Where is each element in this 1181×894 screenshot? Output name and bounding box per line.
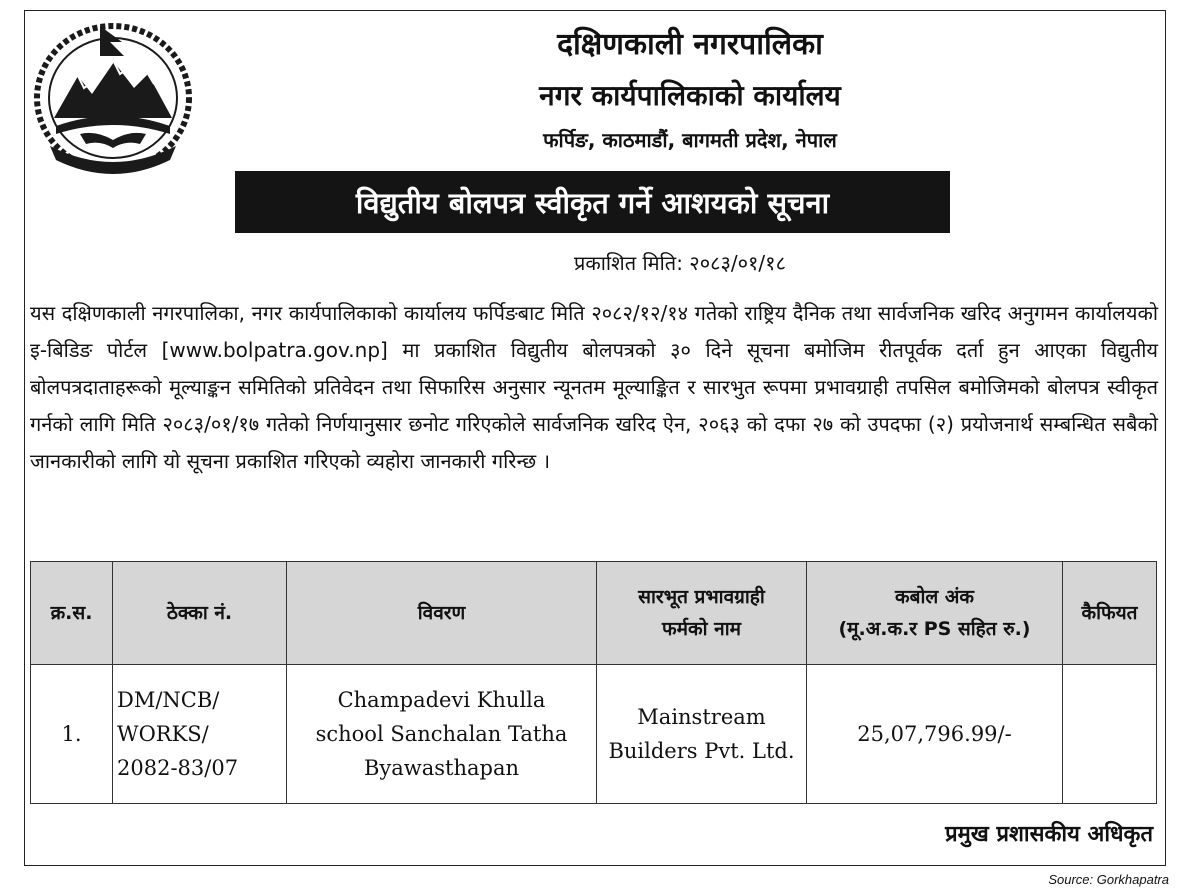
contract-no-line3: 2082-83/07: [117, 756, 239, 780]
nepal-emblem-icon: [30, 18, 196, 178]
header-description: विवरण: [287, 562, 597, 665]
office-name: नगर कार्यपालिकाको कार्यालय: [539, 79, 841, 112]
header-sn: क्र.स.: [31, 562, 113, 665]
description-line1: Champadevi Khulla: [337, 688, 546, 712]
header-amount-line1: कबोल अंक: [895, 586, 974, 608]
firm-line1: Mainstream: [637, 705, 766, 729]
header-firm: [597, 562, 807, 665]
notice-title-banner: [235, 171, 950, 233]
municipality-name: दक्षिणकाली नगरपालिका: [557, 27, 823, 62]
header-amount-line2: (मू.अ.क.र PS सहित रु.): [838, 618, 1031, 640]
header-remarks: कैफियत: [1063, 562, 1157, 665]
header-amount: [807, 562, 1063, 665]
description-line3: Byawasthapan: [363, 756, 520, 780]
cell-remarks: [1063, 665, 1157, 804]
published-date: प्रकाशित मिति: २०८३/०१/१८: [574, 251, 786, 275]
office-address: फर्पिङ, काठमाडौं, बागमती प्रदेश, नेपाल: [543, 128, 837, 152]
source-credit: Source: Gorkhapatra: [1048, 872, 1169, 887]
cell-firm: [597, 665, 807, 804]
tender-table: [30, 561, 1157, 804]
table-header-row: [31, 562, 1157, 665]
firm-line2: Builders Pvt. Ltd.: [608, 739, 795, 763]
table-row: [31, 665, 1157, 804]
signatory-title: प्रमुख प्रशासकीय अधिकृत: [945, 822, 1153, 847]
cell-amount: 25,07,796.99/-: [807, 665, 1063, 804]
cell-contract-no: [113, 665, 287, 804]
notice-body: यस दक्षिणकाली नगरपालिका, नगर कार्यपालिकाको कार्यालय फर्पिङबाट मिति २०८२/१२/१४ गतेको राष्ट्रिय दैनिक तथा सार्वजनिक खरिद अनुगमन कार्यालयको इ-बिडिङ पोर्टल [www.bolpatra.gov.np] मा प्रकाशित विद्युतीय बोलपत्रको ३० दिने सूचना बमोजिम रीतपूर्वक दर्ता हुन आएका विद्युतीय बोलपत्रदाताहरूको मूल्याङ्कन समितिको प्रतिवेदन तथा सिफारिस अनुसार न्यूनतम मूल्याङ्कित र सारभुत रूपमा प्रभावग्राही तपसिल बमोजिमको बोलपत्र स्वीकृत गर्नको लागि मिति २०८३/०१/१७ गतेको निर्णयानुसार छनोट गरिएकोले सार्वजनिक खरिद ऐन, २०६३ को दफा २७ को उपदफा (२) प्रयोजनार्थ सम्बन्धित सबैको जानकारीको लागि यो सूचना प्रकाशित गरिएको व्यहोरा जानकारी गरिन्छ ।: [30, 301, 1158, 473]
header-firm-line2: फर्मको नाम: [662, 618, 741, 640]
header-contract-no: ठेक्का नं.: [113, 562, 287, 665]
notice-title: विद्युतीय बोलपत्र स्वीकृत गर्ने आशयको सूचना: [355, 185, 830, 220]
cell-sn: 1.: [31, 665, 113, 804]
cell-description: [287, 665, 597, 804]
contract-no-line2: WORKS/: [117, 722, 209, 746]
header-firm-line1: सारभूत प्रभावग्राही: [638, 586, 765, 608]
contract-no-line1: DM/NCB/: [117, 688, 220, 712]
description-line2: school Sanchalan Tatha: [315, 722, 568, 746]
